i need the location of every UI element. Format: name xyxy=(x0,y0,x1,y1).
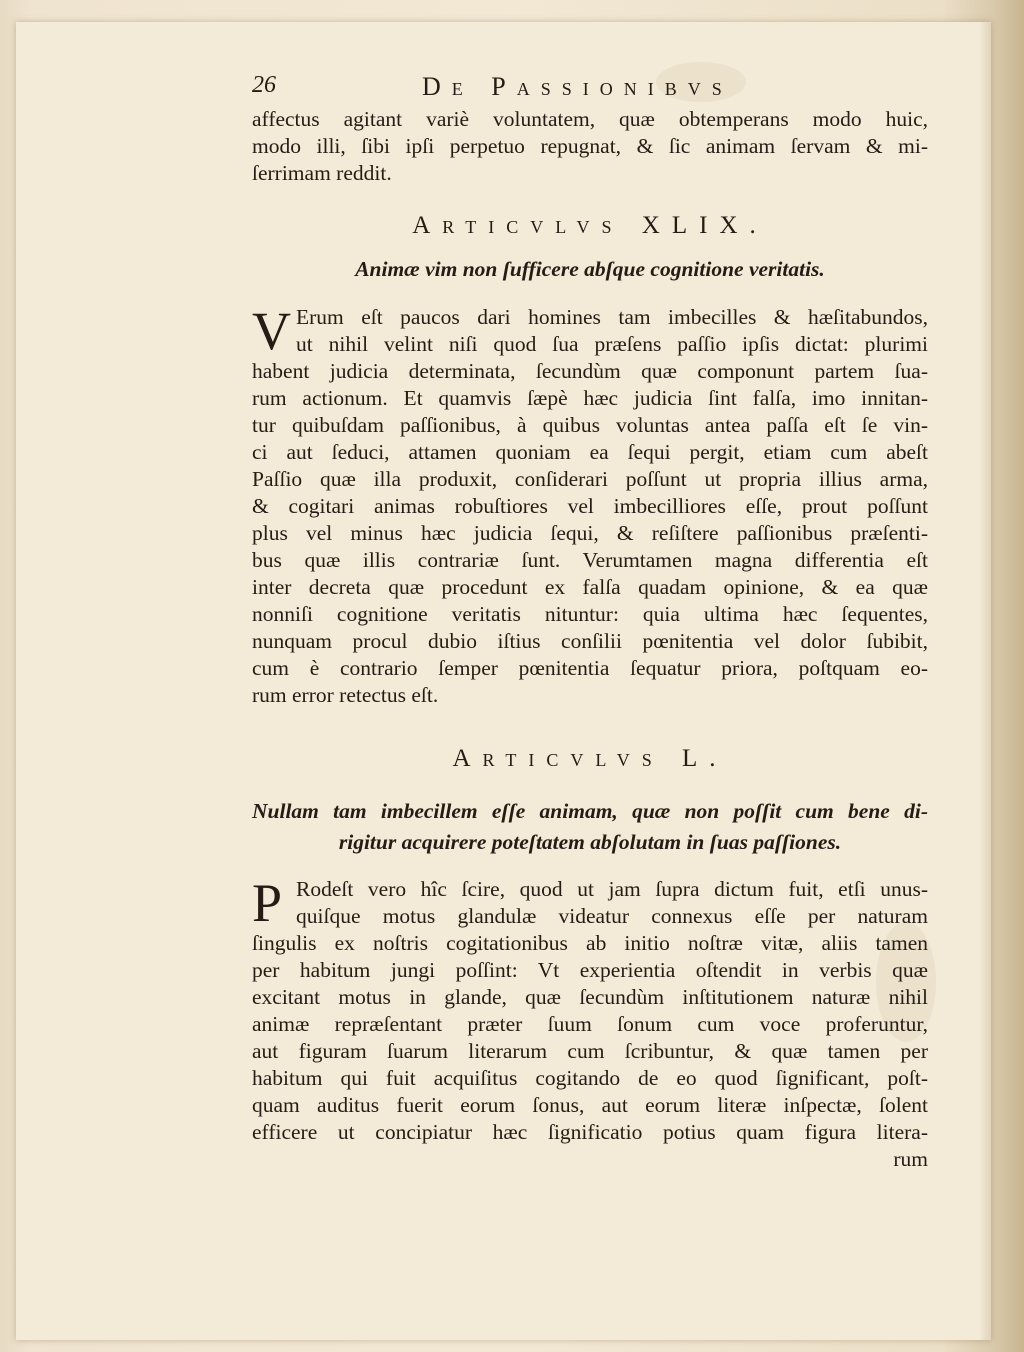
article-paragraph xyxy=(252,301,928,709)
page-edge-shadow xyxy=(979,22,991,1340)
catchword: rum xyxy=(893,1147,928,1171)
text-line: quam auditus fuerit eorum ſonus, aut eorum literæ inſpectæ, ſolent xyxy=(252,1093,928,1117)
text-line: habent judicia determinata, ſecundùm quæ componunt partem ſua- xyxy=(252,359,928,383)
page-number: 26 xyxy=(252,72,276,98)
text-line: per habitum jungi poſſint: Vt experientia oſtendit in verbis quæ xyxy=(252,958,928,982)
text-line: ſingulis ex noſtris cogitationibus ab initio noſtræ vitæ, aliis tamen xyxy=(252,931,928,955)
text-line: aut figuram ſuarum literarum cum ſcribuntur, & quæ tamen per xyxy=(252,1039,928,1063)
text-line: bus quæ illis contrariæ ſunt. Verumtamen magna differentia eſt xyxy=(252,548,928,572)
text-line: nonniſi cognitione veritatis nituntur: quia ultima hæc ſequentes, xyxy=(252,602,928,626)
text-line: Erum eſt paucos dari homines tam imbecilles & hæſitabundos, xyxy=(296,305,928,329)
text-line: animæ repræſentant præter ſuum ſonum cum voce proferuntur, xyxy=(252,1012,928,1036)
subtitle-line: Animæ vim non ſufficere abſque cognitione veritatis. xyxy=(355,257,825,281)
subtitle-line: rigitur acquirere poteſtatem abſolutam in ſuas paſſiones. xyxy=(338,830,842,854)
text-line: modo illi, ſibi ipſi perpetuo repugnat, & ſic animam ſervam & mi- xyxy=(252,134,928,158)
text-line: ſerrimam reddit. xyxy=(252,161,392,185)
text-line: & cogitari animas robuſtiores vel imbecilliores eſſe, prout poſſunt xyxy=(252,494,928,518)
article-heading: Articvlvs L. xyxy=(452,745,728,772)
text-line: habitum qui fuit acquiſitus cogitando de eo quod ſignificant, poſt- xyxy=(252,1066,928,1090)
text-line: cum è contrario ſemper pœnitentia ſequatur priora, poſtquam eo- xyxy=(252,656,928,680)
text-line: affectus agitant variè voluntatem, quæ obtemperans modo huic, xyxy=(252,107,928,131)
text-line: nunquam procul dubio iſtius conſilii pœnitentia vel dolor ſubibit, xyxy=(252,629,928,653)
text-line: ci aut ſeduci, attamen quoniam ea ſequi pergit, etiam cum abeſt xyxy=(252,440,928,464)
drop-cap: V xyxy=(252,301,291,361)
text-line: rum actionum. Et quamvis ſæpè hæc judicia ſint falſa, imo innitan- xyxy=(252,386,928,410)
text-line: Rodeſt vero hîc ſcire, quod ut jam ſupra dictum fuit, etſi unus- xyxy=(296,877,928,901)
text-line: quiſque motus glandulæ videatur connexus eſſe per naturam xyxy=(296,904,928,928)
running-title: De Passionibvs xyxy=(422,72,733,101)
article-subtitle xyxy=(252,796,928,858)
text-line: rum error retectus eſt. xyxy=(252,683,439,707)
subtitle-line: Nullam tam imbecillem eſſe animam, quæ non poſſit cum bene di- xyxy=(252,799,928,823)
text-line: ut nihil velint niſi quod ſua præſens paſſio ipſis dictat: plurimi xyxy=(296,332,928,356)
text-line: excitant motus in glande, quæ ſecundùm inſtitutionem naturæ nihil xyxy=(252,985,928,1009)
text-line: Paſſio quæ illa produxit, conſiderari poſſunt ut propria illius arma, xyxy=(252,467,928,491)
continuation-paragraph xyxy=(252,106,928,187)
text-line: tur quibuſdam paſſionibus, à quibus voluntas antea paſſa eſt ſe vin- xyxy=(252,413,928,437)
article-subtitle xyxy=(252,254,928,285)
text-line: inter decreta quæ procedunt ex falſa quadam opinione, & ea quæ xyxy=(252,575,928,599)
text-line: plus vel minus hæc judicia ſequi, & reſiſtere paſſionibus præſenti- xyxy=(252,521,928,545)
text-line: efficere ut concipiatur hæc ſignificatio potius quam figura litera- xyxy=(252,1120,928,1144)
article-heading: Articvlvs XLIX. xyxy=(412,212,768,239)
drop-cap: P xyxy=(252,873,283,933)
running-head xyxy=(252,72,928,108)
article-paragraph xyxy=(252,873,928,1173)
